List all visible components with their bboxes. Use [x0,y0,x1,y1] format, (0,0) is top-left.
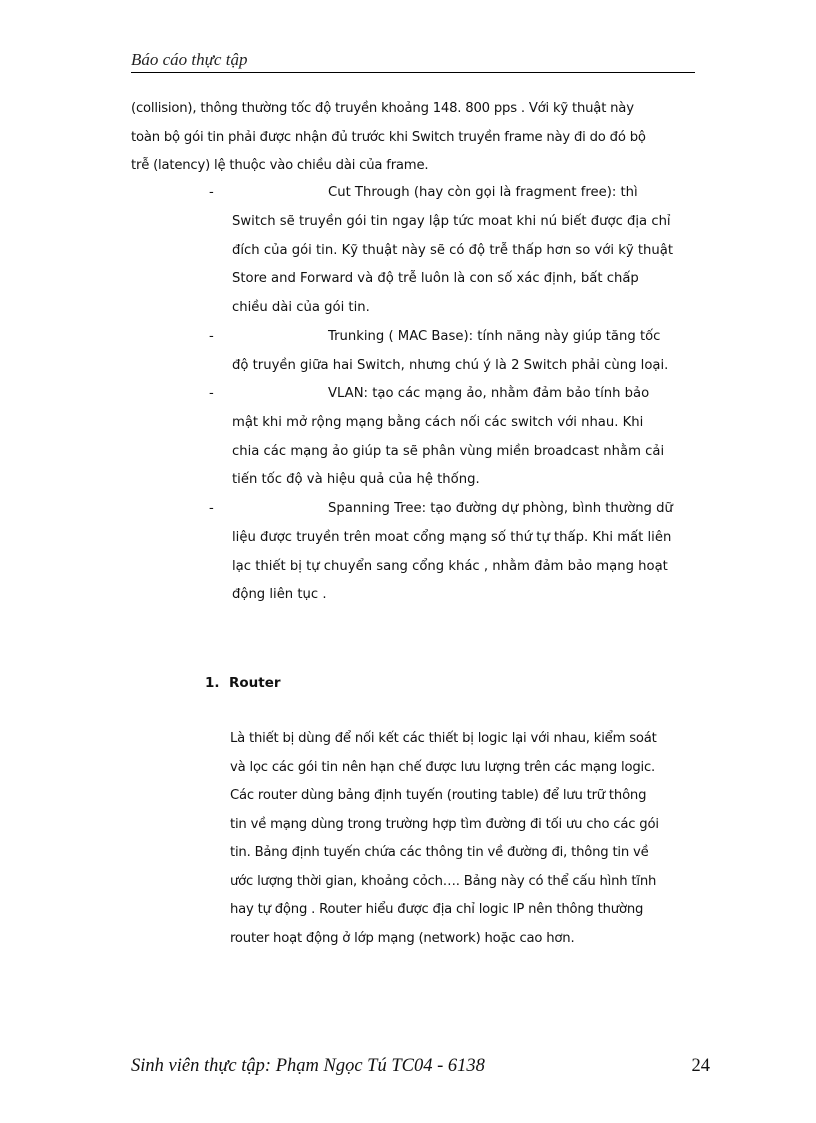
bullet-first-line: Spanning Tree: tạo đường dự phòng, bình thường dữ [328,501,673,516]
bullet-first-line: VLAN: tạo các mạng ảo, nhằm đảm bảo tính bảo [328,386,650,401]
bullet-line: mật khi mở rộng mạng bằng cách nối các switch với nhau. Khi [232,415,644,430]
section-heading-router [205,670,281,696]
bullet-first-line: Cut Through (hay còn gọi là fragment free): thì [328,185,638,200]
page-header [131,50,695,73]
bullet-body [232,208,673,322]
intro-line: toàn bộ gói tin phải được nhận đủ trước khi Switch truyền frame này đi do đó bộ [131,129,646,145]
router-line: Các router dùng bảng định tuyến (routing table) để lưu trữ thông [230,788,647,803]
bullet-line: liệu được truyền trên moat cổng mạng số thứ tự thấp. Khi mất liên [232,530,672,545]
footer-author: Sinh viên thực tập: Phạm Ngọc Tú TC04 - 6138 [131,1056,485,1076]
router-line: router hoạt động ở lớp mạng (network) hoặc cao hơn. [230,930,575,946]
bullet-dash: - [209,185,214,200]
router-line: ước lượng thời gian, khoảng cỏch…. Bảng này có thể cấu hình tĩnh [230,873,657,889]
bullet-line: chiều dài của gói tin. [232,299,370,315]
bullet-line: Switch sẽ truyền gói tin ngay lập tức moat khi nú biết được địa chỉ [232,214,671,229]
bullet-body [232,352,668,381]
bullet-line: độ truyền giữa hai Switch, nhưng chú ý là 2 Switch phải cùng loại. [232,358,669,373]
intro-line: (collision), thông thường tốc độ truyền khoảng 148. 800 pps . Với kỹ thuật này [131,101,634,116]
header-title: Báo cáo thực tập [131,50,248,69]
bullet-line: tiến tốc độ và hiệu quả của hệ thống. [232,472,480,487]
router-line: và lọc các gói tin nên hạn chế được lưu lượng trên các mạng logic. [230,759,656,775]
router-paragraph [230,725,695,953]
bullet-first-line: Trunking ( MAC Base): tính năng này giúp tăng tốc [328,329,661,344]
section-number: 1. [205,675,220,691]
bullet-body [232,524,671,610]
section-title: Router [229,675,281,691]
bullet-line: chia các mạng ảo giúp ta sẽ phân vùng miền broadcast nhằm cải [232,443,665,459]
bullet-line: lạc thiết bị tự chuyển sang cổng khác , nhằm đảm bảo mạng hoạt [232,558,668,574]
bullet-dash: - [209,386,214,401]
bullet-line: động liên tục . [232,587,327,602]
bullet-line: Store and Forward và độ trễ luôn là con số xác định, bất chấp [232,271,639,286]
bullet-line: đích của gói tin. Kỹ thuật này sẽ có độ trễ thấp hơn so với kỹ thuật [232,242,673,258]
intro-line: trễ (latency) lệ thuộc vào chiều dài của frame. [131,158,429,173]
bullet-dash: - [209,501,214,516]
router-line: tin. Bảng định tuyến chứa các thông tin về đường đi, thông tin về [230,845,649,860]
router-line: Là thiết bị dùng để nối kết các thiết bị logic lại với nhau, kiểm soát [230,731,657,746]
bullet-body [232,409,664,495]
router-line: hay tự động . Router hiểu được địa chỉ logic IP nên thông thường [230,902,644,917]
page-number: 24 [691,1056,710,1076]
bullet-dash: - [209,329,214,344]
router-line: tin về mạng dùng trong trường hợp tìm đường đi tối ưu cho các gói [230,816,659,832]
intro-paragraph [131,95,695,181]
